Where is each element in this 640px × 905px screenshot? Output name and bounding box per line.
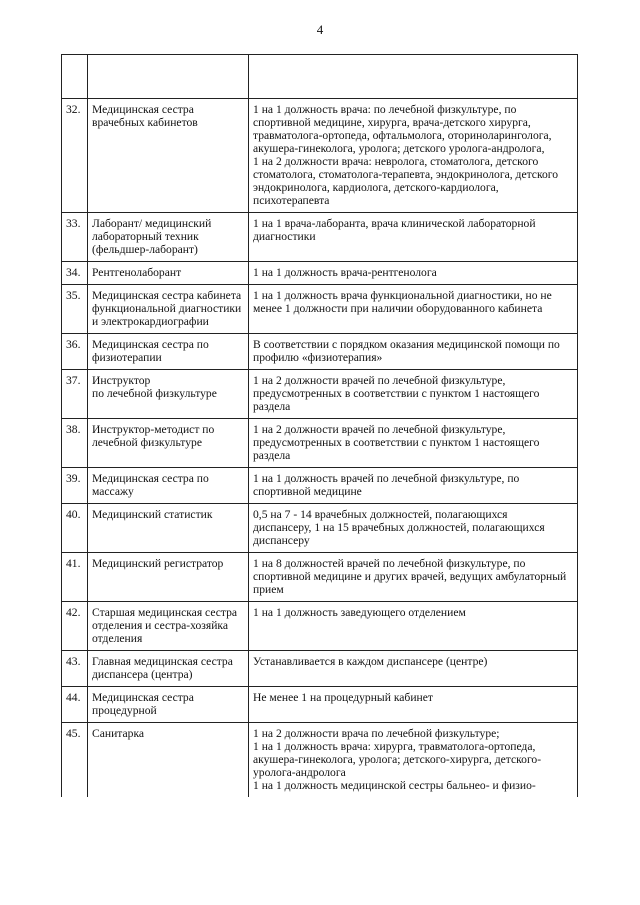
position-cell-text: Медицинская сестра процедурной	[92, 691, 194, 717]
num-cell	[62, 419, 88, 468]
norm-cell	[249, 553, 578, 602]
position-cell-text: Старшая медицинская сестра отделения и сестра-хозяйка отделения	[92, 606, 238, 645]
num-cell-text: 35.	[66, 289, 81, 302]
norm-cell	[249, 334, 578, 370]
norm-cell	[249, 370, 578, 419]
table-row	[62, 687, 578, 723]
norm-cell-text: 1 на 2 должности врачей по лечебной физкультуре, предусмотренных в соответствии с пунктом 1 настоящего раздела	[253, 374, 540, 413]
table-row	[62, 602, 578, 651]
position-cell	[88, 99, 249, 213]
num-cell	[62, 687, 88, 723]
position-cell	[88, 723, 249, 798]
norm-cell	[249, 468, 578, 504]
norm-cell	[249, 55, 578, 99]
num-cell-text: 32.	[66, 103, 81, 116]
norm-cell-text: Не менее 1 на процедурный кабинет	[253, 691, 433, 704]
norm-cell	[249, 419, 578, 468]
position-cell-text: Медицинская сестра кабинета функциональной диагностики и электрокардиографии	[92, 289, 242, 328]
num-cell	[62, 285, 88, 334]
norm-cell	[249, 99, 578, 213]
position-cell-text: Медицинский регистратор	[92, 557, 224, 570]
norm-cell-text: 1 на 2 должности врача по лечебной физкультуре; 1 на 1 должность врача: хирурга, травматолога-ортопеда, акушера-гинеколога, уролога; детского-хирурга, детского- уролога-андролога 1 на 1 должность медицинской сестры бальнео- и физио-	[253, 727, 542, 792]
position-cell-text: Инструктор по лечебной физкультуре	[92, 374, 217, 400]
position-cell	[88, 419, 249, 468]
table-row	[62, 262, 578, 285]
num-cell	[62, 334, 88, 370]
position-cell	[88, 651, 249, 687]
num-cell-text: 40.	[66, 508, 81, 521]
num-cell	[62, 370, 88, 419]
position-cell-text: Медицинская сестра по массажу	[92, 472, 209, 498]
page-number: 4	[316, 22, 324, 37]
num-cell	[62, 553, 88, 602]
norm-cell-text: 1 на 1 должность врача: по лечебной физкультуре, по спортивной медицине, хирурга, врача-детского хирурга, травматолога-ортопеда, офтальмолога, оториноларинголога, акушера-гинеколога, уролога; детского уролога-андролога, 1 на 2 должности врача: невролога, стоматолога, детского стоматолога, стоматолога-терапевта, эндокринолога, детского эндокринолога, кардиолога, детского-кардиолога, психотерапевта	[253, 103, 559, 207]
position-cell	[88, 213, 249, 262]
norm-cell-text: В соответствии с порядком оказания медицинской помощи по профилю «физиотерапия»	[253, 338, 560, 364]
norm-cell-text: 0,5 на 7 - 14 врачебных должностей, полагающихся диспансеру, 1 на 15 врачебных должностей, полагающихся диспансеру	[253, 508, 545, 547]
table-row	[62, 651, 578, 687]
norm-cell	[249, 723, 578, 798]
position-cell-text: Лаборант/ медицинский лабораторный техник (фельдшер-лаборант)	[92, 217, 212, 256]
position-cell	[88, 334, 249, 370]
norm-cell	[249, 213, 578, 262]
num-cell	[62, 99, 88, 213]
table-row	[62, 99, 578, 213]
position-cell-text: Медицинская сестра по физиотерапии	[92, 338, 209, 364]
staffing-table	[61, 54, 578, 797]
num-cell-text: 37.	[66, 374, 81, 387]
num-cell	[62, 55, 88, 99]
norm-cell-text: 1 на 1 должность врача функциональной диагностики, но не менее 1 должности при наличии оборудованного кабинета	[253, 289, 552, 315]
position-cell	[88, 370, 249, 419]
position-cell-text: Медицинский статистик	[92, 508, 213, 521]
norm-cell	[249, 651, 578, 687]
table-row	[62, 723, 578, 798]
table-row	[62, 553, 578, 602]
table-row	[62, 370, 578, 419]
position-cell	[88, 687, 249, 723]
num-cell-text: 39.	[66, 472, 81, 485]
norm-cell-text: 1 на 8 должностей врачей по лечебной физкультуре, по спортивной медицине и других врачей, ведущих амбулаторный прием	[253, 557, 567, 596]
position-cell	[88, 553, 249, 602]
num-cell	[62, 504, 88, 553]
table-row	[62, 419, 578, 468]
position-cell-text: Санитарка	[92, 727, 145, 740]
position-cell-text: Главная медицинская сестра диспансера (центра)	[92, 655, 233, 681]
num-cell-text: 43.	[66, 655, 81, 668]
num-cell-text: 38.	[66, 423, 81, 436]
position-cell-text: Инструктор-методист по лечебной физкультуре	[92, 423, 215, 449]
position-cell	[88, 468, 249, 504]
num-cell-text: 45.	[66, 727, 81, 740]
norm-cell-text: 1 на 1 врача-лаборанта, врача клинической лабораторной диагностики	[253, 217, 536, 243]
num-cell	[62, 468, 88, 504]
norm-cell-text: Устанавливается в каждом диспансере (центре)	[253, 655, 488, 668]
num-cell-text: 36.	[66, 338, 81, 351]
num-cell	[62, 723, 88, 798]
table-row	[62, 468, 578, 504]
num-cell	[62, 651, 88, 687]
norm-cell-text: 1 на 1 должность врачей по лечебной физкультуре, по спортивной медицине	[253, 472, 520, 498]
position-cell	[88, 262, 249, 285]
norm-cell-text: 1 на 1 должность врача-рентгенолога	[253, 266, 437, 279]
table-row	[62, 334, 578, 370]
table-row	[62, 285, 578, 334]
position-cell	[88, 602, 249, 651]
num-cell-text: 33.	[66, 217, 81, 230]
position-cell	[88, 55, 249, 99]
num-cell	[62, 213, 88, 262]
position-cell-text: Медицинская сестра врачебных кабинетов	[92, 103, 198, 129]
norm-cell	[249, 602, 578, 651]
position-cell	[88, 504, 249, 553]
table-row	[62, 504, 578, 553]
norm-cell	[249, 687, 578, 723]
num-cell-text: 42.	[66, 606, 81, 619]
num-cell-text: 41.	[66, 557, 81, 570]
position-cell	[88, 285, 249, 334]
position-cell-text: Рентгенолаборант	[92, 266, 182, 279]
table-body	[62, 55, 578, 798]
table-row-empty	[62, 55, 578, 99]
num-cell	[62, 262, 88, 285]
num-cell	[62, 602, 88, 651]
norm-cell-text: 1 на 2 должности врачей по лечебной физкультуре, предусмотренных в соответствии с пунктом 1 настоящего раздела	[253, 423, 540, 462]
norm-cell-text: 1 на 1 должность заведующего отделением	[253, 606, 466, 619]
num-cell-text: 44.	[66, 691, 81, 704]
norm-cell	[249, 504, 578, 553]
norm-cell	[249, 262, 578, 285]
table-row	[62, 213, 578, 262]
num-cell-text: 34.	[66, 266, 81, 279]
norm-cell	[249, 285, 578, 334]
